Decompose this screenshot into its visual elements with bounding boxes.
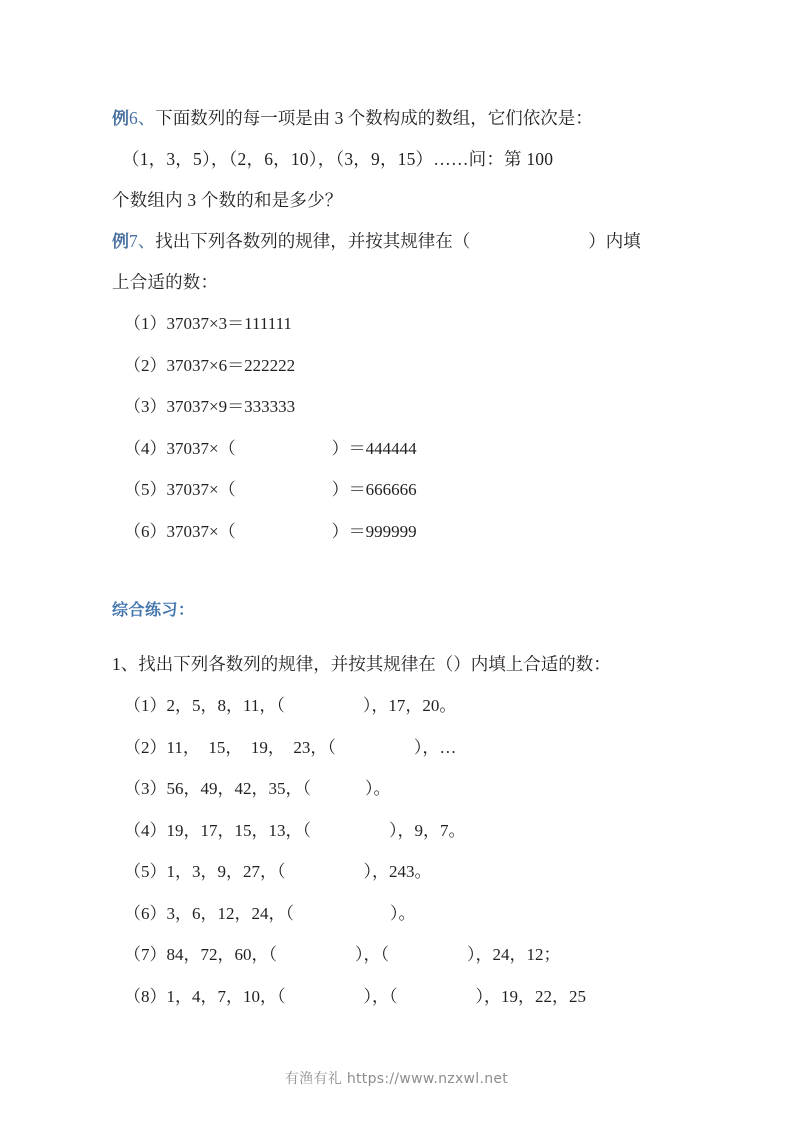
sequence-text-before: 1，3，9，27，（ bbox=[166, 862, 286, 881]
sequence-text-before: 1，4，7，10，（ bbox=[166, 986, 286, 1006]
sequence-text-before: 11， 15， 19， 23，（ bbox=[166, 737, 336, 757]
example-7-line-1 bbox=[112, 221, 692, 262]
sequence-text-after: ），19，22，25 bbox=[475, 986, 586, 1006]
sequence-text-middle: ），（ bbox=[355, 945, 389, 964]
example-6-line-1 bbox=[112, 98, 692, 139]
page-content bbox=[112, 98, 692, 1017]
equation-index: （3） bbox=[124, 397, 167, 416]
sequence-row bbox=[112, 851, 692, 893]
sequence-index: （2） bbox=[124, 737, 167, 757]
sequence-row bbox=[112, 976, 692, 1018]
equation-text: 37037×9＝333333 bbox=[166, 397, 296, 416]
equation-row bbox=[112, 386, 692, 428]
section-spacer bbox=[112, 552, 692, 596]
sequence-text-before: 56，49，42，35，（ bbox=[166, 779, 311, 798]
sequence-text-after: ）。 bbox=[365, 779, 391, 798]
sequence-row bbox=[112, 893, 692, 935]
equation-index: （2） bbox=[124, 355, 167, 375]
example-7-number: 7、 bbox=[129, 231, 156, 251]
sequence-index: （1） bbox=[124, 696, 167, 715]
sequence-row bbox=[112, 810, 692, 852]
equation-row bbox=[112, 345, 692, 387]
equation-row bbox=[112, 303, 692, 345]
example-7-text-before-blank: 找出下列各数列的规律，并按其规律在（ bbox=[155, 231, 471, 251]
sequence-text-before: 19，17，15，13，（ bbox=[166, 820, 311, 840]
equation-text-after: ）＝666666 bbox=[331, 480, 417, 499]
example-6-label: 例 bbox=[112, 109, 129, 128]
sequence-index: （6） bbox=[124, 903, 167, 923]
sequence-row bbox=[112, 934, 692, 976]
equation-index: （1） bbox=[124, 314, 167, 333]
example-6-text-1: 下面数列的每一项是由 3 个数构成的数组，它们依次是： bbox=[155, 108, 593, 128]
sequence-index: （7） bbox=[124, 945, 167, 964]
sequence-row bbox=[112, 768, 692, 810]
equation-text: 37037×3＝111111 bbox=[166, 314, 292, 333]
equation-text-after: ）＝999999 bbox=[331, 521, 417, 541]
example-6-line-2: （1，3，5），（2，6，10），（3，9，15）……问：第 100 bbox=[122, 149, 554, 169]
example-7-text-after-blank: ）内填 bbox=[588, 231, 641, 251]
equation-row bbox=[112, 469, 692, 511]
sequence-index: （3） bbox=[124, 779, 167, 798]
equation-text: 37037×6＝222222 bbox=[166, 355, 296, 375]
sequence-index: （5） bbox=[124, 862, 167, 881]
example-7-line-2: 上合适的数： bbox=[112, 272, 219, 292]
sequence-text-after: ），24，12； bbox=[467, 945, 561, 964]
sequence-text-before: 3，6，12，24，（ bbox=[166, 903, 294, 923]
practice-section-heading: 综合练习： bbox=[112, 602, 195, 619]
equation-text-before: 37037×（ bbox=[166, 438, 236, 458]
sequence-row bbox=[112, 685, 692, 727]
sequence-text-after: ），243。 bbox=[363, 862, 432, 881]
equation-text-before: 37037×（ bbox=[166, 521, 236, 541]
equation-row bbox=[112, 428, 692, 470]
equation-index: （4） bbox=[124, 438, 167, 458]
example-7-label: 例 bbox=[112, 232, 129, 251]
sequence-text-before: 84，72，60，（ bbox=[166, 945, 277, 964]
footer-watermark: 有渔有礼 https://www.nzxwl.net bbox=[284, 1071, 509, 1087]
equation-index: （6） bbox=[124, 521, 167, 541]
sequence-text-after: ），… bbox=[413, 737, 457, 757]
sequence-index: （4） bbox=[124, 820, 167, 840]
equation-index: （5） bbox=[124, 480, 167, 499]
equation-text-after: ）＝444444 bbox=[331, 438, 417, 458]
example-6-line-3: 个数组内 3 个数的和是多少？ bbox=[112, 190, 343, 210]
sequence-text-after: ），17，20。 bbox=[362, 696, 457, 715]
sequence-row bbox=[112, 727, 692, 769]
sequence-text-middle: ），（ bbox=[363, 986, 398, 1006]
sequence-index: （8） bbox=[124, 986, 167, 1006]
sequence-text-after: ）。 bbox=[390, 903, 416, 923]
equation-row bbox=[112, 511, 692, 553]
sequence-text-after: ），9，7。 bbox=[389, 820, 466, 840]
heading-spacer bbox=[112, 626, 692, 644]
practice-question-1: 1、找出下列各数列的规律，并按其规律在（）内填上合适的数： bbox=[112, 654, 611, 674]
sequence-text-before: 2，5，8，11，（ bbox=[166, 696, 285, 715]
example-6-number: 6、 bbox=[129, 108, 156, 128]
equation-text-before: 37037×（ bbox=[166, 480, 236, 499]
